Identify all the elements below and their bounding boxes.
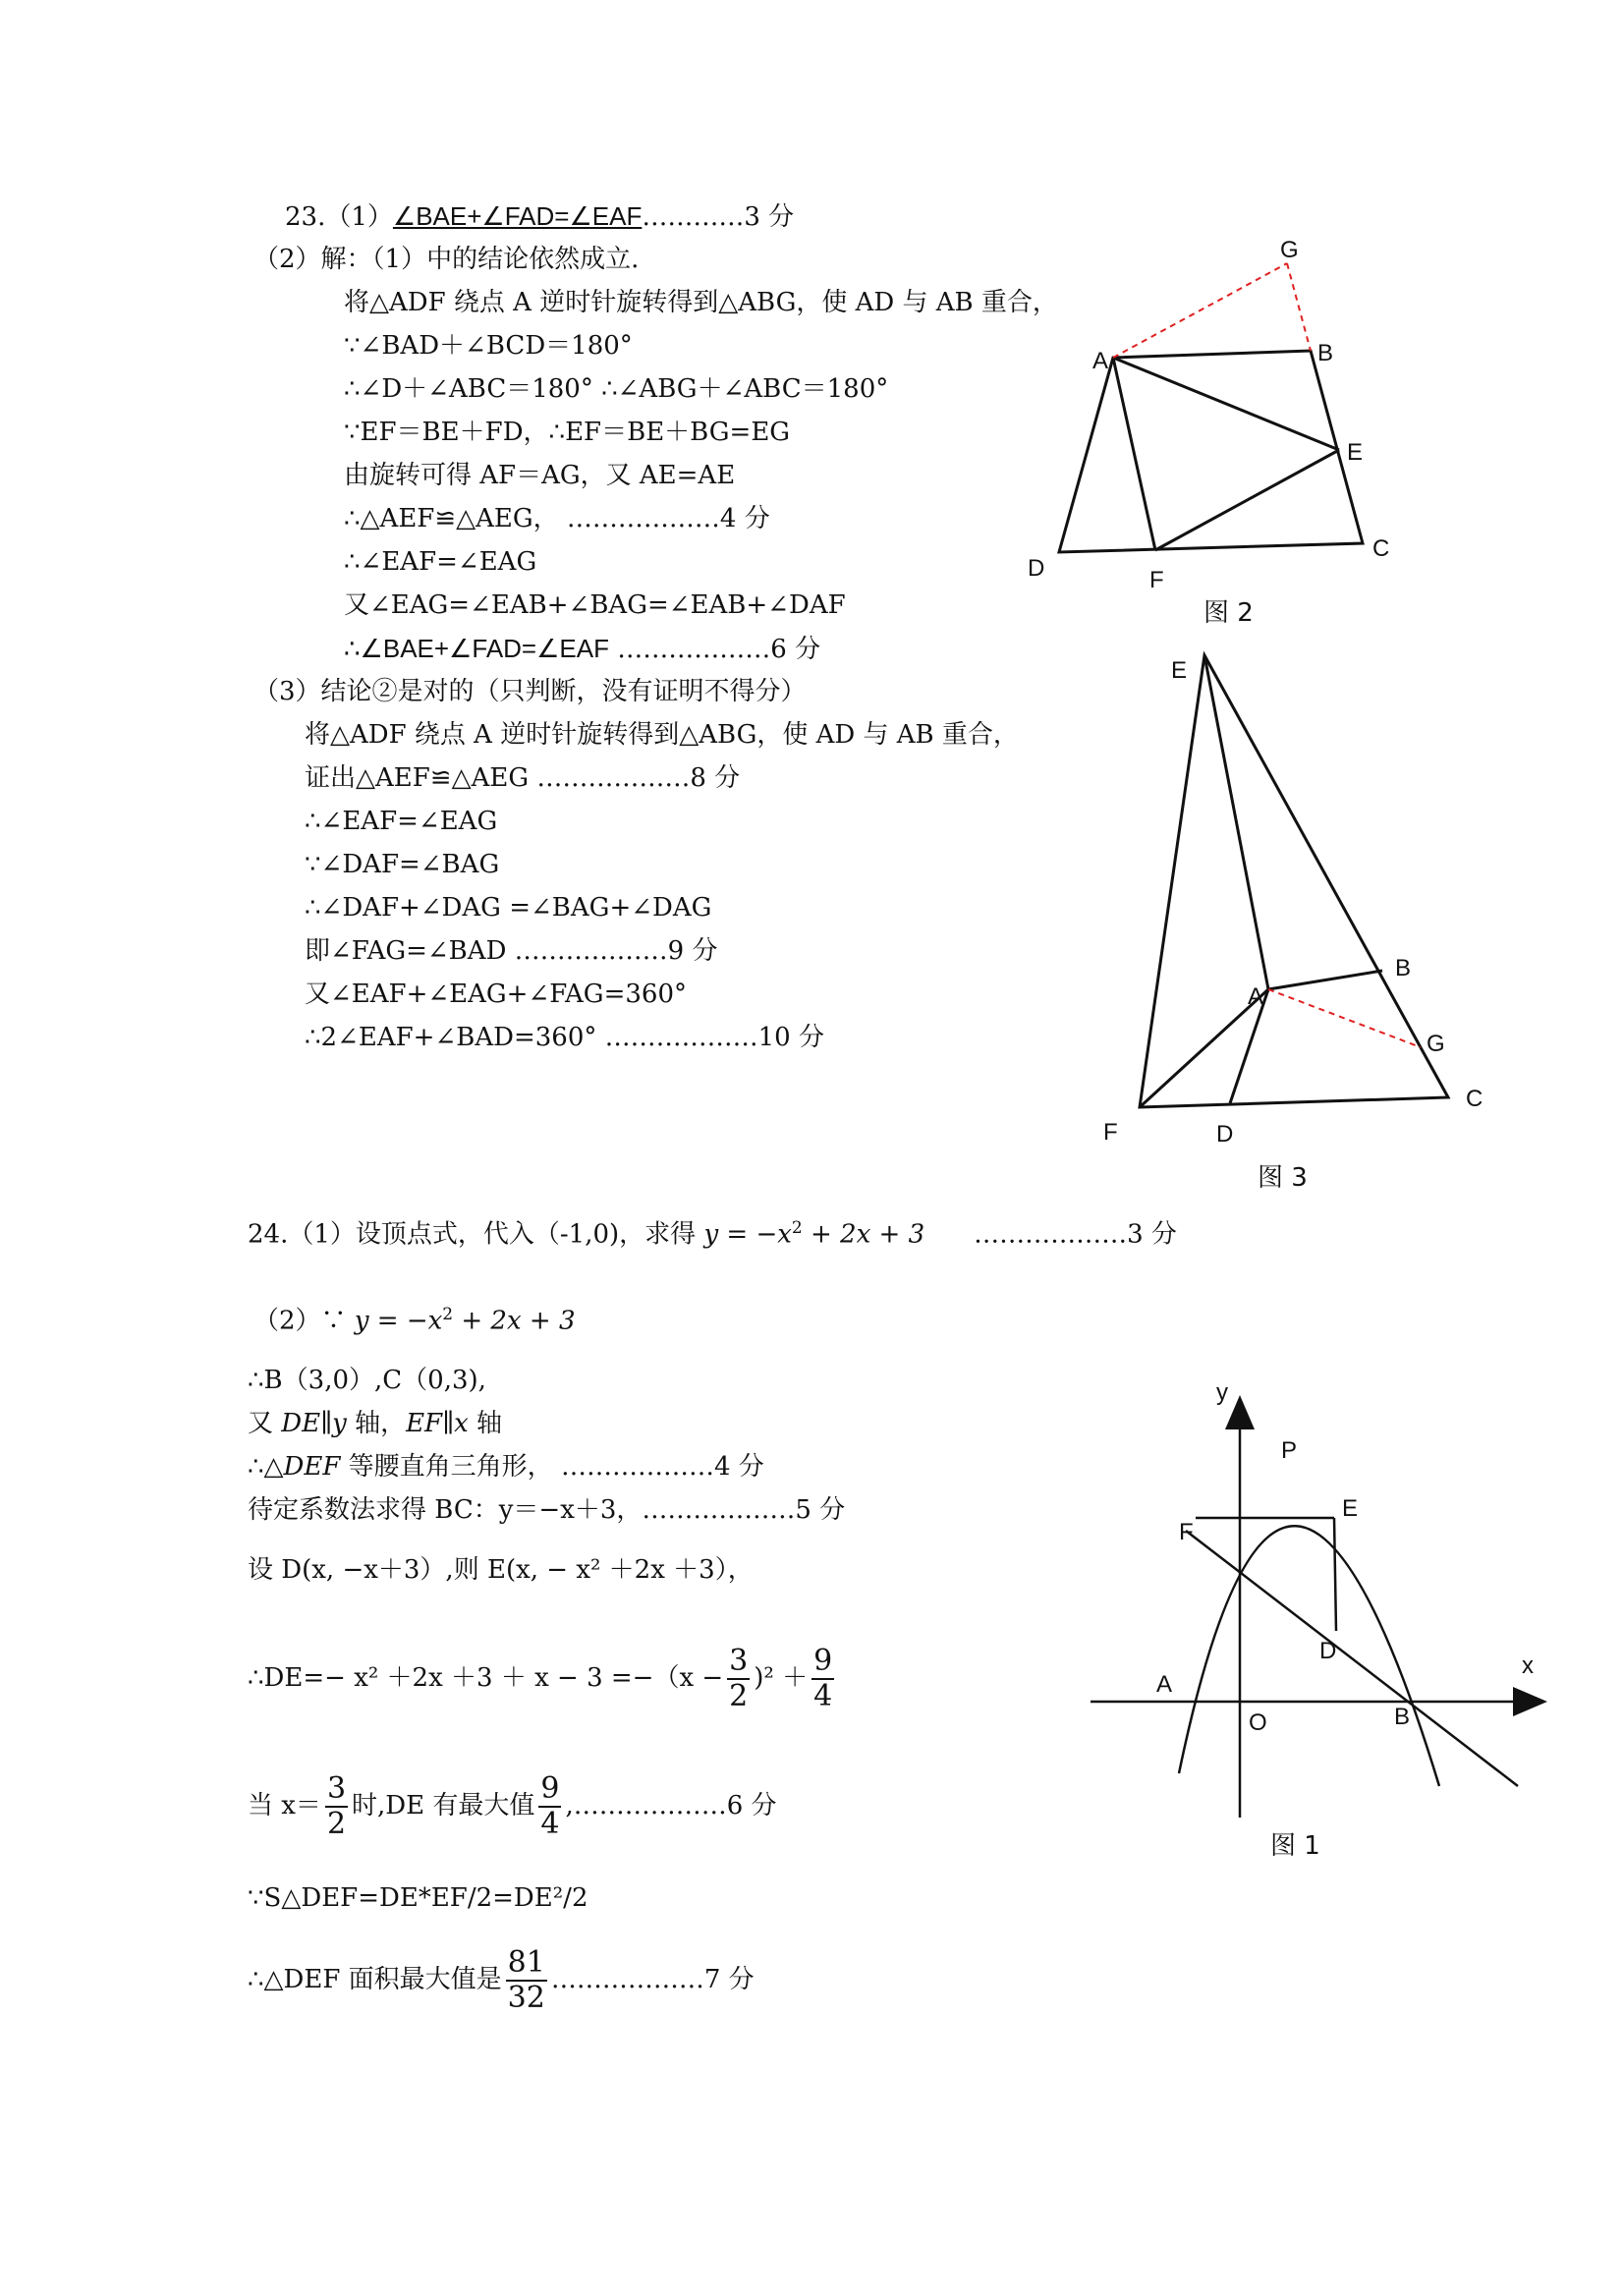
q24-line-11: ∴△DEF 面积最大值是 $\frac{81}{32}$ ………………7 分 <box>248 1945 755 2015</box>
figure-3 <box>1081 644 1493 1194</box>
q24-line-3: ∴B（3,0）,C（0,3), <box>248 1366 486 1395</box>
fig3-label-g: G <box>1427 1031 1445 1057</box>
fraction: $\frac{9}{4}$ <box>813 1644 833 1713</box>
fig1-label-a: A <box>1156 1671 1173 1698</box>
q23-line-16: ∵∠DAF=∠BAG <box>305 850 500 879</box>
q23-line-14: 证出△AEF≌△AEG ………………8 分 <box>305 763 741 793</box>
fig1-label-f: F <box>1179 1519 1194 1545</box>
fig2-label-b: B <box>1317 340 1334 366</box>
q24-line-9: 当 x＝ $\frac{3}{2}$ 时,DE 有最大值 $\frac{9}{4}$ ,………………6 分 <box>248 1771 777 1841</box>
score-mark: ………………7 分 <box>550 1965 755 1994</box>
fig2-label-g: G <box>1280 237 1299 263</box>
q23-line-4: ∵∠BAD＋∠BCD＝180° <box>344 331 633 361</box>
fraction: $\frac{81}{32}$ <box>507 1945 545 2015</box>
score-mark: …………3 分 <box>642 202 795 232</box>
q23-line-11 <box>344 634 820 664</box>
fig3-label-a: A <box>1248 983 1264 1010</box>
fig3-label-b: B <box>1395 955 1412 981</box>
q24-line-6: 待定系数法求得 BC：y＝−x＋3，………………5 分 <box>248 1495 846 1525</box>
q23-line-9: ∴∠EAF=∠EAG <box>344 547 537 577</box>
figure-2 <box>1012 231 1434 644</box>
fig2-label-e: E <box>1347 439 1364 466</box>
score-mark: ,………………6 分 <box>565 1791 777 1820</box>
score-mark: ………………6 分 <box>609 635 821 664</box>
q24-line-2: （2）∵ $y = -x^2 + 2x + 3$ <box>253 1305 576 1336</box>
fig3-caption: 图 3 <box>1258 1163 1308 1193</box>
q23-line-10: 又∠EAG=∠EAB+∠BAG=∠EAB+∠DAF <box>344 590 846 620</box>
fig2-label-c: C <box>1372 535 1390 562</box>
fig3-label-d: D <box>1216 1121 1234 1148</box>
q24-line-7: 设 D(x, −x＋3）,则 E(x, − x² ＋2x ＋3）， <box>248 1555 754 1585</box>
fig1-label-y: y <box>1216 1379 1228 1406</box>
fig1-label-b: B <box>1394 1704 1411 1730</box>
q23-line-8: ∴△AEF≌△AEG， ………………4 分 <box>344 504 770 533</box>
fig2-label-f: F <box>1149 567 1164 593</box>
q23-line-1 <box>285 201 794 232</box>
fig3-label-e: E <box>1171 657 1188 684</box>
q23-line-5: ∴∠D＋∠ABC＝180° ∴∠ABG＋∠ABC＝180° <box>344 374 889 404</box>
fraction: $\frac{3}{2}$ <box>729 1644 749 1713</box>
fig2-label-d: D <box>1028 555 1045 582</box>
q23-line-7: 由旋转可得 AF＝AG，又 AE=AE <box>344 461 736 490</box>
fig1-label-d: D <box>1319 1638 1337 1664</box>
fig2-caption: 图 2 <box>1203 598 1254 628</box>
q23-line-17: ∴∠DAF+∠DAG =∠BAG+∠DAG <box>305 893 712 923</box>
q23-conclusion: ∴∠BAE+∠FAD=∠EAF <box>344 634 609 663</box>
q24-line-1: 24.（1）设顶点式，代入（-1,0)，求得 $y = -x^2 + 2x + 3$ ………………3 分 <box>248 1218 1177 1250</box>
q24-line-10: ∵S△DEF=DE*EF/2=DE²/2 <box>248 1883 588 1913</box>
q23-line-12: （3）结论②是对的（只判断，没有证明不得分） <box>253 677 807 706</box>
fig1-label-e: E <box>1342 1495 1359 1522</box>
fraction: $\frac{9}{4}$ <box>540 1771 560 1841</box>
q23-line-15: ∴∠EAF=∠EAG <box>305 807 498 836</box>
fig2-label-a: A <box>1092 348 1109 374</box>
q23-line-19: 又∠EAF+∠EAG+∠FAG=360° <box>305 980 687 1009</box>
score-mark: ………………3 分 <box>974 1219 1177 1250</box>
q23-line-20: ∴2∠EAF+∠BAD=360° ………………10 分 <box>305 1023 824 1052</box>
fig1-label-p: P <box>1281 1437 1298 1464</box>
fraction: $\frac{3}{2}$ <box>326 1771 347 1841</box>
q23-answer-1: ∠BAE+∠FAD=∠EAF <box>392 201 643 231</box>
q24-line-8: ∴DE=− x² ＋2x ＋3 ＋ x − 3 =−（x − $\frac{3}{2}$ )² ＋ $\frac{9}{4}$ <box>248 1644 833 1713</box>
fig1-label-o: O <box>1249 1709 1267 1736</box>
q23-line-2: （2）解：（1）中的结论依然成立. <box>253 245 640 274</box>
q24-line-5: ∴△DEF 等腰直角三角形， ………………4 分 <box>248 1452 764 1482</box>
q23-line-3: 将△ADF 绕点 A 逆时针旋转得到△ABG，使 AD 与 AB 重合， <box>344 288 1058 317</box>
fig3-label-c: C <box>1466 1086 1483 1112</box>
q23-line-6: ∵EF＝BE＋FD，∴EF＝BE＋BG=EG <box>344 418 791 447</box>
figure-1 <box>1081 1371 1552 1881</box>
q23-line-18: 即∠FAG=∠BAD ………………9 分 <box>305 936 718 966</box>
fig1-label-x: x <box>1522 1652 1534 1679</box>
q24-line-4: 又 DE∥y 轴，EF∥x 轴 <box>248 1409 503 1438</box>
q23-number: 23.（1） <box>285 202 393 232</box>
fig1-caption: 图 1 <box>1270 1831 1320 1861</box>
fig3-label-f: F <box>1103 1119 1118 1146</box>
q23-line-13: 将△ADF 绕点 A 逆时针旋转得到△ABG，使 AD 与 AB 重合， <box>305 720 1019 750</box>
